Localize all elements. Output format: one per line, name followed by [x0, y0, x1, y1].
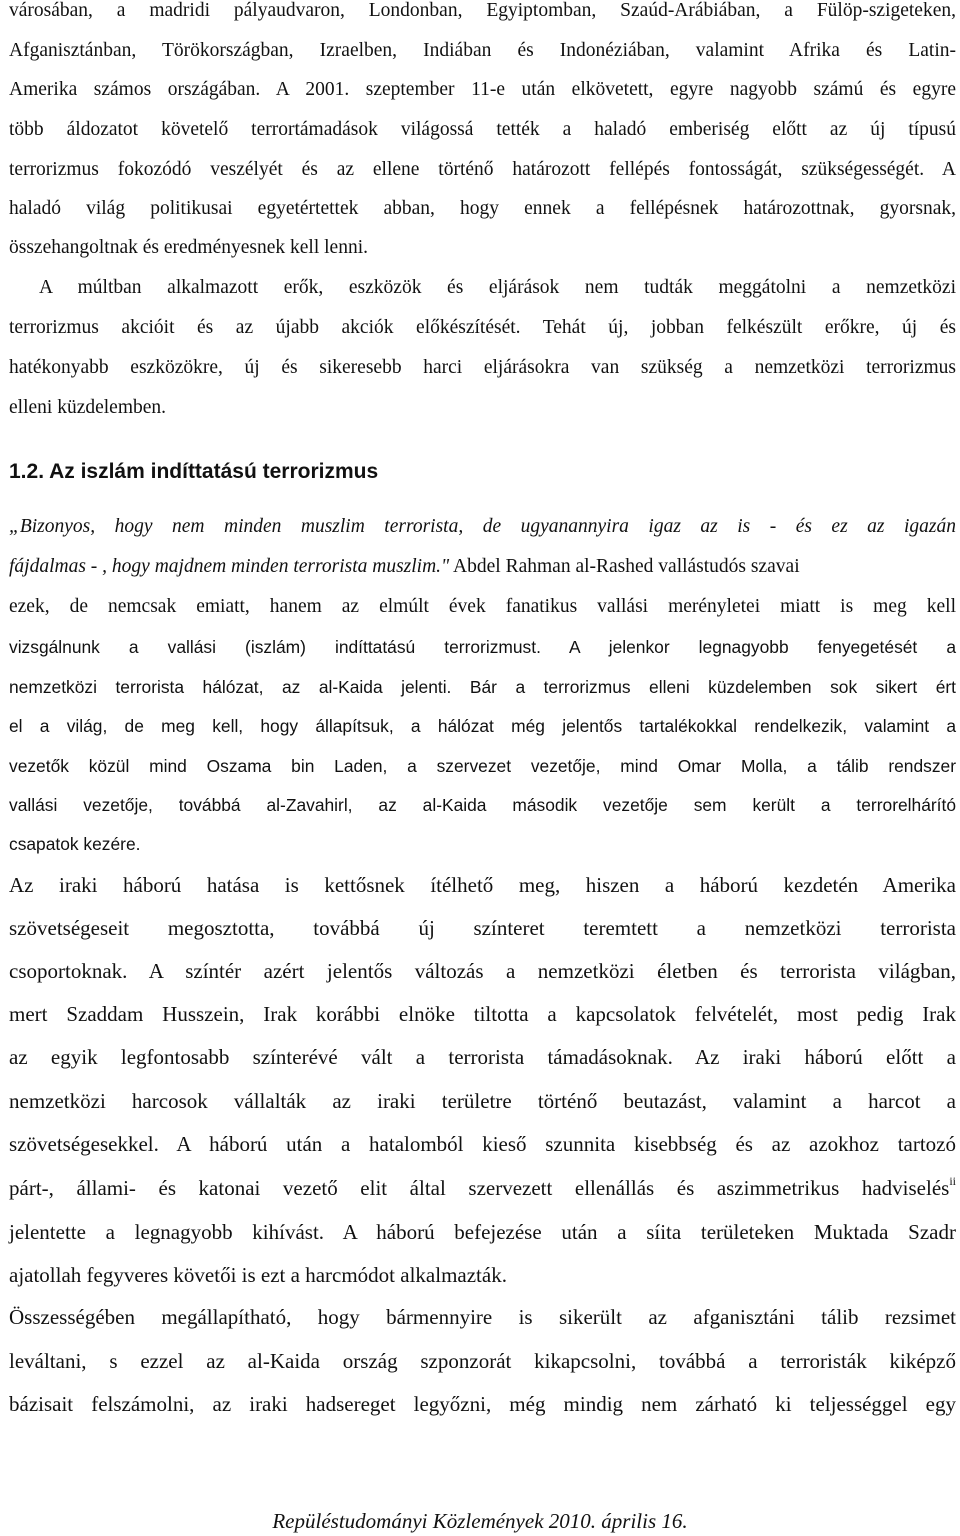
page-footer: Repüléstudományi Közlemények 2010. április 16. — [272, 1509, 688, 1533]
text-line — [9, 1167, 956, 1210]
text-line: csapatok kezére. — [9, 834, 141, 854]
text-line: Afganisztánban, Törökországban, Izraelben, Indiában és Indonéziában, valamint Afrika és Latin- — [9, 40, 956, 61]
quote-line: „Bizonyos, hogy nem minden muszlim terrorista, de ugyanannyira igaz az is - és ez az igazán — [9, 516, 956, 537]
text-line: Az iraki háború hatása is kettősnek ítélhető meg, hiszen a háború kezdetén Amerika — [9, 873, 956, 897]
text-line: összehangoltnak és eredményesnek kell lenni. — [9, 237, 369, 258]
text-line: Összességében megállapítható, hogy bármennyire is sikerült az afganisztáni tálib rezsimet — [9, 1305, 956, 1329]
text-line: elleni küzdelemben. — [9, 397, 167, 418]
text-line: több áldozatot követelő terrortámadások világossá tették a haladó emberiség előtt az új típusú — [9, 119, 956, 140]
text-line: vezetők közül mind Oszama bin Laden, a szervezet vezetője, mind Omar Molla, a tálib rendszer — [9, 756, 956, 776]
text-line: A múltban alkalmazott erők, eszközök és eljárások nem tudták meggátolni a nemzetközi — [39, 277, 956, 298]
text-line: el a világ, de meg kell, hogy állapítsuk, a hálózat még jelentős tartalékokkal rendelkezik, valamint a — [9, 716, 956, 736]
text-line: terrorizmus fokozódó veszélyét és az ellene történő határozott fellépés fontosságát, szükségességét. A — [9, 159, 956, 180]
text-line: vallási vezetője, továbbá al-Zavahirl, az al-Kaida második vezetője sem került a terrorelhárító — [9, 795, 956, 815]
text-span: párt-, állami- és katonai vezető elit által szervezett ellenállás és aszimmetrikus hadviselés — [9, 1176, 950, 1200]
text-line: haladó világ politikusai egyetértettek abban, hogy ennek a fellépésnek határozottnak, gyorsnak, — [9, 198, 956, 219]
quote-attribution: Abdel Rahman al-Rashed vallástudós szavai — [449, 556, 800, 577]
text-line: szövetségesekkel. A háború után a hatalomból kieső szunnita kisebbség és az azokhoz tartozó — [9, 1132, 956, 1156]
text-line: nemzetközi terrorista hálózat, az al-Kaida jelenti. Bár a terrorizmus elleni küzdelemben sok sikert ért — [9, 677, 956, 697]
text-line: az egyik legfontosabb színterévé vált a terrorista támadásoknak. Az iraki háború előtt a — [9, 1045, 956, 1069]
text-line: mert Szaddam Husszein, Irak korábbi elnöke tiltotta a kapcsolatok felvételét, most pedig Irak — [9, 1002, 956, 1026]
text-line: Amerika számos országában. A 2001. szeptember 11-e után elkövetett, egyre nagyobb számú és egyre — [9, 79, 956, 100]
text-line: terrorizmus akcióit és az újabb akciók előkészítését. Tehát új, jobban felkészült erőkre, új és — [9, 317, 956, 338]
text-line: városában, a madridi pályaudvaron, Londonban, Egyiptomban, Szaúd-Arábiában, a Fülöp-szigeteken, — [9, 0, 956, 21]
text-line: ajatollah fegyveres követői is ezt a harcmódot alkalmazták. — [9, 1263, 507, 1287]
text-line: bázisait felszámolni, az iraki hadsereget legyőzni, még mindig nem zárható ki teljességgel egy — [9, 1392, 956, 1416]
endnote-marker: ii — [949, 1174, 956, 1188]
text-line: vizsgálnunk a vallási (iszlám) indíttatású terrorizmust. A jelenkor legnagyobb fenyegetését a — [9, 637, 956, 657]
text-line: ezek, de nemcsak emiatt, hanem az elmúlt évek fanatikus vallási merényletei miatt is meg kell — [9, 596, 956, 617]
text-line: leváltani, s ezzel az al-Kaida ország szponzorát kikapcsolni, továbbá a terroristák kiképző — [9, 1349, 956, 1373]
text-line: csoportoknak. A színtér azért jelentős változás a nemzetközi életben és terrorista világban, — [9, 959, 956, 983]
section-heading: 1.2. Az iszlám indíttatású terrorizmus — [9, 460, 379, 483]
text-line: szövetségeseit megosztotta, továbbá új színteret teremtett a nemzetközi terrorista — [9, 916, 956, 940]
text-line — [9, 547, 956, 587]
text-line: hatékonyabb eszközökre, új és sikeresebb harci eljárásokra van szükség a nemzetközi terrorizmus — [9, 357, 956, 378]
text-line: jelentette a legnagyobb kihívást. A háború befejezése után a síita területeken Muktada Szadr — [9, 1220, 956, 1244]
quote-end: fájdalmas - , hogy majdnem minden terrorista muszlim." — [9, 556, 450, 577]
text-line: nemzetközi harcosok vállalták az iraki területre történő beutazást, valamint a harcot a — [9, 1089, 956, 1113]
